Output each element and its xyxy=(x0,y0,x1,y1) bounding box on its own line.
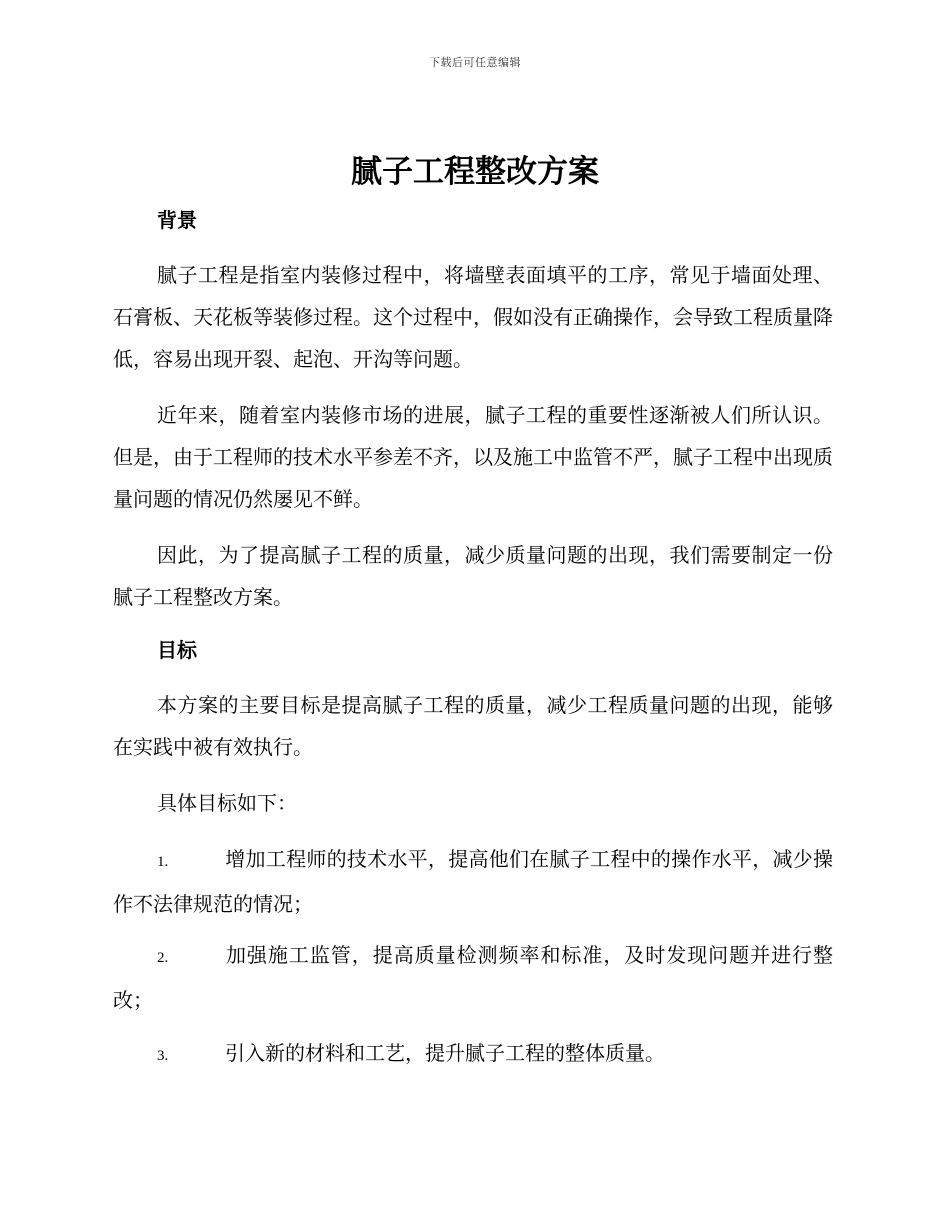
list-item-number: 1. xyxy=(157,854,169,870)
list-item-number: 2. xyxy=(157,950,169,966)
background-paragraph-2: 近年来，随着室内装修市场的进展，腻子工程的重要性逐渐被人们所认识。但是，由于工程师的技术水平参差不齐，以及施工中监管不严，腻子工程中出现质量问题的情况仍然屡见不鲜。 xyxy=(113,403,833,511)
list-item-text: 增加工程师的技术水平，提高他们在腻子工程中的操作水平，减少操作不法律规范的情况； xyxy=(113,847,833,916)
section-heading-background: 背景 xyxy=(157,208,197,232)
goals-paragraph-1: 本方案的主要目标是提高腻子工程的质量，减少工程质量问题的出现，能够在实践中被有效执行。 xyxy=(113,693,833,759)
list-item-text: 加强施工监管，提高质量检测频率和标准，及时发现问题并进行整改； xyxy=(113,943,833,1012)
goals-paragraph-2: 具体目标如下： xyxy=(157,791,297,815)
list-item-number: 3. xyxy=(157,1048,169,1064)
list-item xyxy=(113,934,833,1021)
background-paragraph-3: 因此，为了提高腻子工程的质量，减少质量问题的出现，我们需要制定一份腻子工程整改方案。 xyxy=(113,543,833,609)
document-title: 腻子工程整改方案 xyxy=(351,154,599,190)
list-item xyxy=(113,1032,833,1077)
section-heading-goals: 目标 xyxy=(157,638,197,662)
page-header-note: 下载后可任意编辑 xyxy=(429,56,521,69)
list-item xyxy=(113,838,833,925)
background-paragraph-1: 腻子工程是指室内装修过程中，将墙壁表面填平的工序，常见于墙面处理、石膏板、天花板等装修过程。这个过程中，假如没有正确操作，会导致工程质量降低，容易出现开裂、起泡、开沟等问题。 xyxy=(113,263,833,371)
list-item-text: 引入新的材料和工艺，提升腻子工程的整体质量。 xyxy=(225,1041,665,1065)
